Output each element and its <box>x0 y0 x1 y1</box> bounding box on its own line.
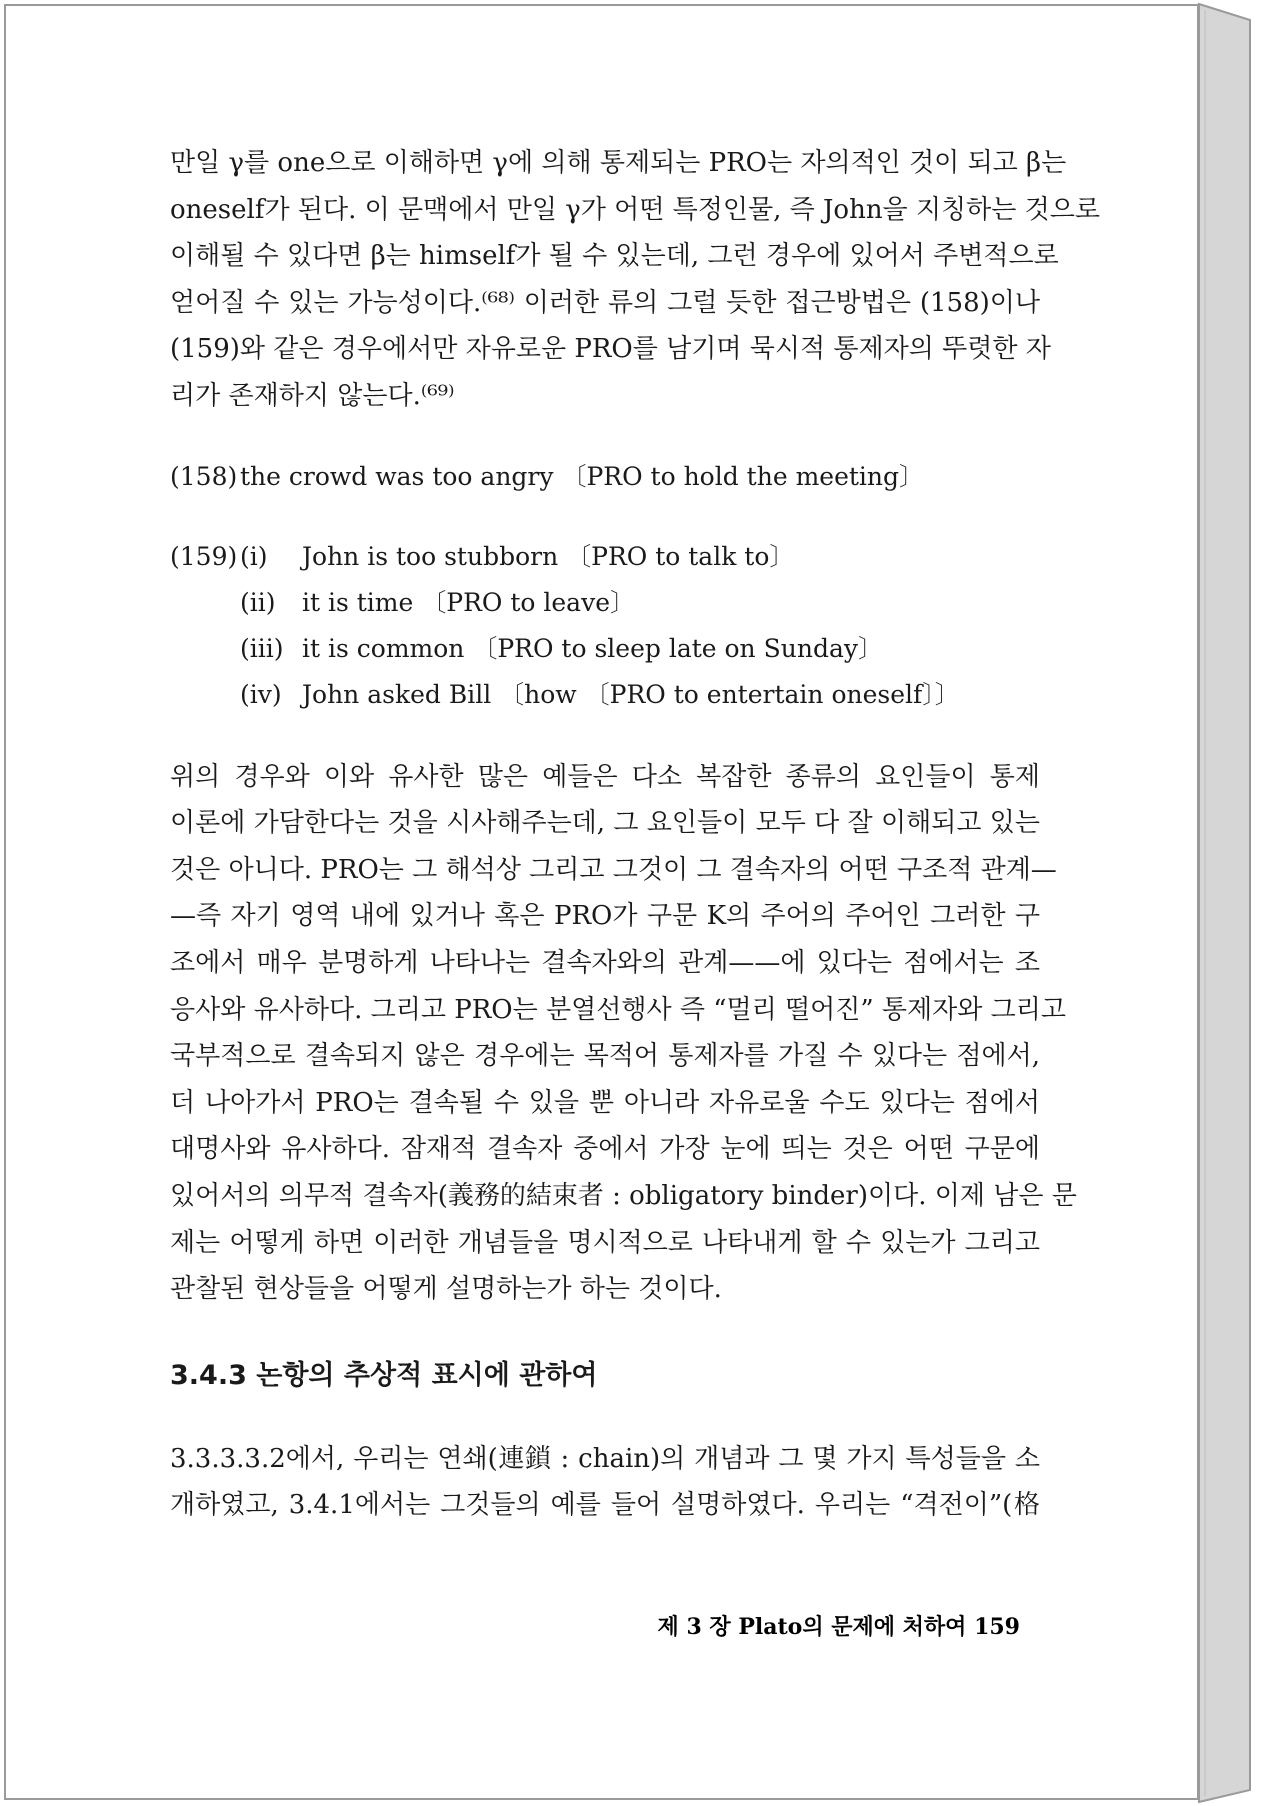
paragraph-line: 있어서의 의무적 결속자(義務的結束者 : obligatory binder)이다. 이제 남은 문 <box>170 1180 1077 1211</box>
paragraph-line: 국부적으로 결속되지 않은 경우에는 목적어 통제자를 가질 수 있다는 점에서, <box>170 1041 1040 1072</box>
paragraph-line: 더 나아가서 PRO는 결속될 수 있을 뿐 아니라 자유로울 수도 있다는 점에서 <box>170 1087 1040 1118</box>
example-158 <box>170 454 1040 500</box>
paragraph-1 <box>170 140 1101 420</box>
item-label: (iv) <box>240 679 282 709</box>
example-159 <box>170 534 1040 718</box>
page-footer: 제 3 장 Plato의 문제에 처하여 159 <box>657 1614 1020 1640</box>
paragraph-line: 이해될 수 있다면 β는 himself가 될 수 있는데, 그런 경우에 있어서 주변적으로 <box>170 241 1059 272</box>
paragraph-line: oneself가 된다. 이 문맥에서 만일 γ가 어떤 특정인물, 즉 John을 지칭하는 것으로 <box>170 194 1101 225</box>
item-text: it is time 〔PRO to leave〕 <box>302 587 635 617</box>
item-label: (i) <box>240 541 268 571</box>
paragraph-line: 3.3.3.3.2에서, 우리는 연쇄(連鎖 : chain)의 개념과 그 몇 가지 특성들을 소 <box>170 1443 1040 1474</box>
example-text: the crowd was too angry 〔PRO to hold the meeting〕 <box>240 461 925 491</box>
paragraph-line: 만일 γ를 one으로 이해하면 γ에 의해 통제되는 PRO는 자의적인 것이 되고 β는 <box>170 148 1067 178</box>
paragraph-line: 것은 아니다. PRO는 그 해석상 그리고 그것이 그 결속자의 어떤 구조적 관계— <box>170 854 1057 885</box>
paragraph-line: 응사와 유사하다. 그리고 PRO는 분열선행사 즉 “멀리 떨어진” 통제자와 그리고 <box>170 994 1066 1025</box>
item-text: John asked Bill 〔how 〔PRO to entertain oneself〕〕 <box>302 679 960 709</box>
item-text: John is too stubborn 〔PRO to talk to〕 <box>302 541 795 571</box>
paragraph-line: —즉 자기 영역 내에 있거나 혹은 PRO가 구문 K의 주어의 주어인 그러한 구 <box>170 901 1040 932</box>
paragraph-line: 얻어질 수 있는 가능성이다.⁽⁶⁸⁾ 이러한 류의 그럴 듯한 접근방법은 (158)이나 <box>170 287 1040 318</box>
example-number: (158) <box>170 461 238 491</box>
item-text: it is common 〔PRO to sleep late on Sunday〕 <box>302 633 883 663</box>
paragraph-line: 리가 존재하지 않는다.⁽⁶⁹⁾ <box>170 380 455 411</box>
paragraph-2 <box>170 754 1077 1313</box>
paragraph-line: (159)와 같은 경우에서만 자유로운 PRO를 남기며 묵시적 통제자의 뚜렷한 자 <box>170 334 1051 365</box>
paragraph-line: 개하였고, 3.4.1에서는 그것들의 예를 들어 설명하였다. 우리는 “격전이”(格 <box>170 1490 1040 1521</box>
paragraph-line: 대명사와 유사하다. 잠재적 결속자 중에서 가장 눈에 띄는 것은 어떤 구문에 <box>170 1134 1040 1165</box>
paragraph-line: 제는 어떻게 하면 이러한 개념들을 명시적으로 나타내게 할 수 있는가 그리고 <box>170 1227 1040 1258</box>
paragraph-line: 관찰된 현상들을 어떻게 설명하는가 하는 것이다. <box>170 1274 722 1305</box>
example-159-item <box>170 534 1040 580</box>
item-label: (iii) <box>240 633 284 663</box>
paragraph-line: 위의 경우와 이와 유사한 많은 예들은 다소 복잡한 종류의 요인들이 통제 <box>170 761 1040 792</box>
example-159-item <box>170 580 1040 626</box>
paragraph-line: 조에서 매우 분명하게 나타나는 결속자와의 관계——에 있다는 점에서는 조 <box>170 947 1040 978</box>
item-label: (ii) <box>240 587 276 617</box>
example-number: (159) <box>170 541 238 571</box>
example-159-item <box>170 626 1040 672</box>
paragraph-line: 이론에 가담한다는 것을 시사해주는데, 그 요인들이 모두 다 잘 이해되고 있는 <box>170 808 1040 839</box>
section-heading: 3.4.3 논항의 추상적 표시에 관하여 <box>170 1359 598 1391</box>
paragraph-3 <box>170 1436 1040 1529</box>
page-content <box>170 140 1101 1529</box>
example-159-item <box>170 672 1040 718</box>
